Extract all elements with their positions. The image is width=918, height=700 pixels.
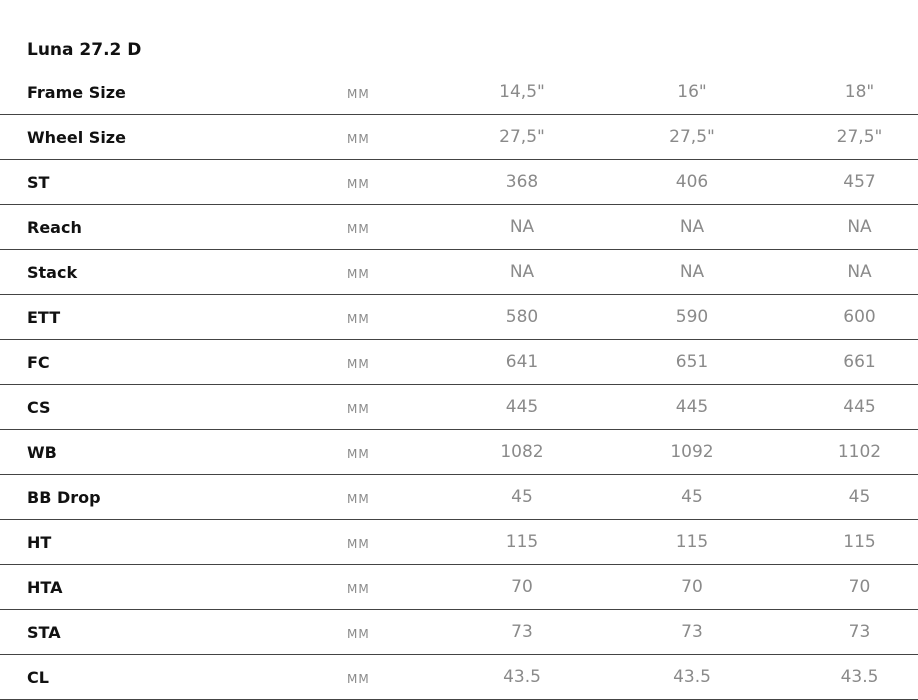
- table-cell: 1082: [452, 430, 592, 475]
- table-row: [0, 160, 918, 205]
- table-cell: 406: [592, 160, 792, 205]
- table-cell: 115: [592, 520, 792, 565]
- table-row: [0, 70, 918, 115]
- table-cell: 14,5": [452, 70, 592, 115]
- table-row: [0, 295, 918, 340]
- unit-label: MM: [344, 610, 452, 655]
- table-cell: 600: [792, 295, 918, 340]
- table-cell: 457: [792, 160, 918, 205]
- page-title: Luna 27.2 D: [27, 40, 142, 60]
- table-cell: 70: [592, 565, 792, 610]
- table-cell: 45: [452, 475, 592, 520]
- row-label: Wheel Size: [0, 115, 344, 160]
- table-row: [0, 520, 918, 565]
- row-label: ST: [0, 160, 344, 205]
- table-row: [0, 610, 918, 655]
- unit-label: MM: [344, 475, 452, 520]
- table-cell: NA: [592, 250, 792, 295]
- table-cell: NA: [792, 205, 918, 250]
- table-cell: 73: [452, 610, 592, 655]
- unit-label: MM: [344, 655, 452, 700]
- row-label: STA: [0, 610, 344, 655]
- table-cell: 1092: [592, 430, 792, 475]
- table-cell: 27,5": [592, 115, 792, 160]
- table-cell: 27,5": [792, 115, 918, 160]
- table-row: [0, 430, 918, 475]
- table-cell: 445: [452, 385, 592, 430]
- table-cell: NA: [452, 205, 592, 250]
- unit-label: MM: [344, 205, 452, 250]
- table-cell: 445: [592, 385, 792, 430]
- table-cell: 43.5: [792, 655, 918, 700]
- unit-label: MM: [344, 520, 452, 565]
- table-row: [0, 250, 918, 295]
- table-row: [0, 205, 918, 250]
- unit-label: MM: [344, 565, 452, 610]
- geometry-table: [0, 70, 918, 700]
- table-cell: 445: [792, 385, 918, 430]
- unit-label: MM: [344, 295, 452, 340]
- row-label: CS: [0, 385, 344, 430]
- unit-label: MM: [344, 430, 452, 475]
- row-label: Stack: [0, 250, 344, 295]
- table-row: [0, 115, 918, 160]
- table-cell: 45: [592, 475, 792, 520]
- table-cell: NA: [592, 205, 792, 250]
- table-cell: 641: [452, 340, 592, 385]
- table-cell: 1102: [792, 430, 918, 475]
- row-label: BB Drop: [0, 475, 344, 520]
- table-row: [0, 340, 918, 385]
- unit-label: MM: [344, 385, 452, 430]
- table-cell: 73: [792, 610, 918, 655]
- table-cell: NA: [792, 250, 918, 295]
- table-cell: 368: [452, 160, 592, 205]
- table-cell: 43.5: [592, 655, 792, 700]
- table-cell: 590: [592, 295, 792, 340]
- table-cell: 45: [792, 475, 918, 520]
- table-cell: 18": [792, 70, 918, 115]
- table-cell: 70: [792, 565, 918, 610]
- row-label: ETT: [0, 295, 344, 340]
- table-row: [0, 565, 918, 610]
- table-cell: 70: [452, 565, 592, 610]
- table-row: [0, 655, 918, 700]
- table-cell: 115: [792, 520, 918, 565]
- unit-label: MM: [344, 340, 452, 385]
- table-cell: 73: [592, 610, 792, 655]
- table-row: [0, 475, 918, 520]
- unit-label: MM: [344, 160, 452, 205]
- table-cell: 27,5": [452, 115, 592, 160]
- row-label: FC: [0, 340, 344, 385]
- table-cell: 661: [792, 340, 918, 385]
- unit-label: MM: [344, 250, 452, 295]
- row-label: Reach: [0, 205, 344, 250]
- unit-label: MM: [344, 70, 452, 115]
- row-label: CL: [0, 655, 344, 700]
- table-cell: NA: [452, 250, 592, 295]
- table-cell: 580: [452, 295, 592, 340]
- table-row: [0, 385, 918, 430]
- table-cell: 651: [592, 340, 792, 385]
- table-cell: 115: [452, 520, 592, 565]
- table-cell: 43.5: [452, 655, 592, 700]
- row-label: Frame Size: [0, 70, 344, 115]
- unit-label: MM: [344, 115, 452, 160]
- row-label: HTA: [0, 565, 344, 610]
- row-label: HT: [0, 520, 344, 565]
- table-cell: 16": [592, 70, 792, 115]
- row-label: WB: [0, 430, 344, 475]
